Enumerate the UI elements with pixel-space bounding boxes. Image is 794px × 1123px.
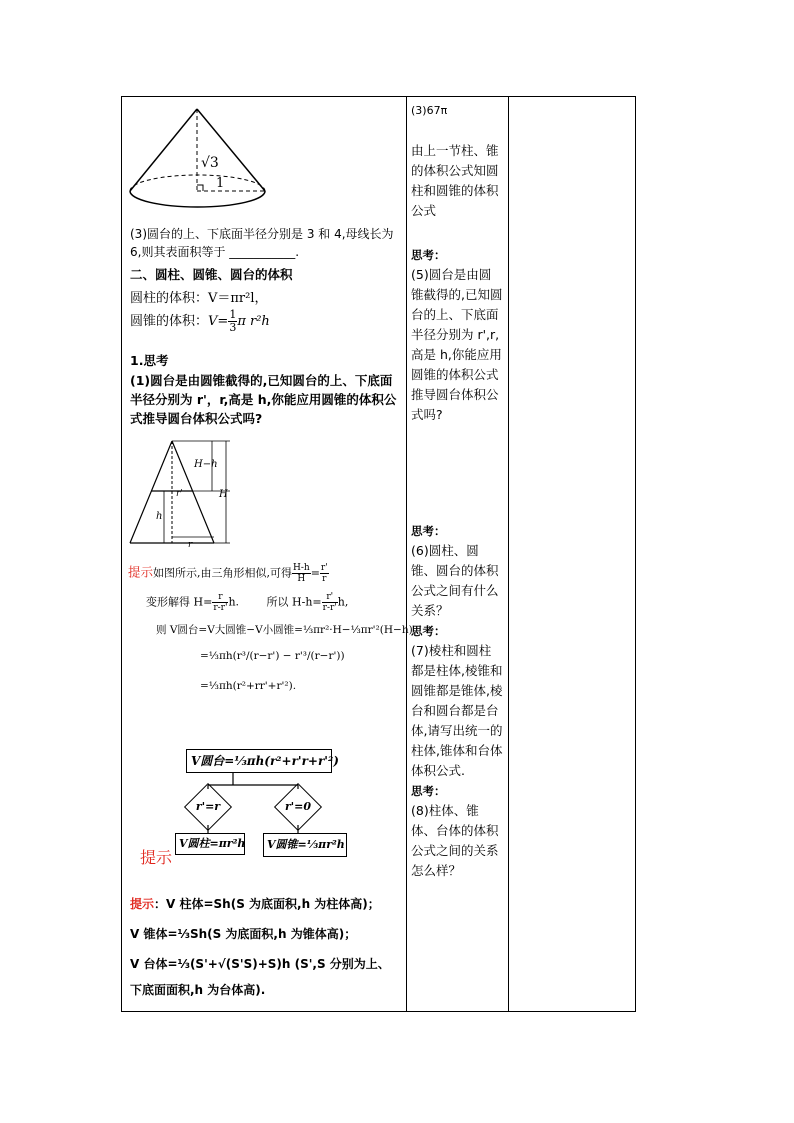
answer-3: (3)67π [411, 104, 448, 117]
frustum-label-H: H [219, 489, 228, 500]
think-title: 1.思考 [130, 353, 169, 368]
think-heading: 思考： [411, 248, 446, 262]
cone-formula-label: 圆锥的体积： [130, 314, 209, 329]
final-hint-line-4: 下底面面积,h 为台体高). [130, 983, 266, 997]
cone-height-label: √3 [201, 155, 219, 171]
final-hint [130, 889, 406, 1001]
volume-relation-diagram [128, 741, 404, 871]
hint-label: 提示 [128, 564, 154, 580]
frac-den: r-r' [322, 603, 337, 613]
frac-num: r' [320, 563, 328, 573]
frac-num: 1 [229, 308, 237, 321]
condition-right: r'=0 [284, 800, 312, 813]
h-fraction [212, 592, 228, 613]
cone-radius-label: 1 [216, 176, 225, 191]
side-question-7: (7)棱柱和圆柱都是柱体,棱锥和圆锥都是锥体,棱台和圆台都是台体,请写出统一的柱体,锥体和台体体积公式. [411, 643, 503, 778]
hh-fraction [322, 592, 338, 613]
frac-num: r [212, 592, 228, 603]
frac-den: r [322, 574, 327, 584]
derivation-line-5: =⅓πh(r²+rr'+r'²). [200, 680, 297, 692]
derivation-text-2d: h, [337, 595, 349, 609]
cone-formula-v: V [208, 314, 218, 329]
ratio-fraction [292, 563, 311, 584]
hint-derivation [128, 563, 413, 693]
final-hint-line-1 [130, 889, 406, 919]
cone-formula-rest: π r²h [237, 314, 270, 329]
derivation-text-2a: 变形解得 H= [146, 595, 213, 609]
frustum-label-h: h [156, 511, 163, 522]
derivation-line-3: 则 V圆台=V大圆锥−V小圆锥=⅓πr²·H−⅓πr'²(H−h) [156, 624, 413, 636]
derivation-line-2 [128, 592, 404, 613]
column-divider [406, 97, 407, 1011]
frustum-label-rprime: r' [176, 489, 183, 499]
think-heading: 思考： [411, 624, 446, 638]
derivation-text-1: 如图所示,由三角形相似,可得 [153, 566, 293, 580]
frustum-figure [128, 439, 248, 551]
ratio-fraction-2 [320, 563, 329, 584]
cylinder-volume-box: V圆柱=πr²h [175, 833, 245, 855]
cone-formula-eq: = [217, 314, 229, 329]
cone-volume-formula [130, 309, 270, 334]
think-heading: 思考： [411, 784, 446, 798]
cylinder-volume-formula: 圆柱的体积：V＝πr²l， [130, 291, 268, 306]
final-hint-text-1: ：V 柱体=Sh(S 为底面积,h 为柱体高)； [154, 897, 380, 911]
section-title: 二、圆柱、圆锥、圆台的体积 [130, 267, 293, 282]
one-third-fraction [228, 309, 237, 334]
think-question-1: (1)圆台是由圆锥截得的,已知圆台的上、下底面半径分别为 r'，r,高是 h,你能应用圆锥的体积公式推导圆台体积公式吗? [130, 373, 397, 426]
derivation-text-2b: h. [228, 595, 240, 609]
side-note: 由上一节柱、锥的体积公式知圆柱和圆锥的体积公式 [411, 143, 499, 218]
question-3: (3)圆台的上、下底面半径分别是 3 和 4,母线长为 6,则其表面积等于 ___________. [130, 227, 394, 259]
frac-num: r' [322, 592, 338, 603]
derivation-text-2c: 所以 H-h= [266, 595, 322, 609]
side-question-5: (5)圆台是由圆锥截得的,已知圆台的上、下底面半径分别为 r',r,高是 h,你能应用圆锥的体积公式推导圆台体积公式吗? [411, 267, 503, 422]
frac-num: H-h [293, 563, 310, 573]
column-divider [508, 97, 509, 1011]
lesson-table [121, 96, 636, 1012]
frustum-label-r: r [188, 540, 193, 550]
frac-den: 3 [229, 321, 237, 334]
teacher-notes-cell [411, 101, 503, 881]
cone-figure [128, 107, 288, 215]
derivation-line-4: =⅓πh(r³/(r−r') − r'³/(r−r')) [200, 650, 345, 662]
frustum-volume-box: V圆台=⅓πh(r²+r'r+r'²) [186, 749, 332, 773]
frac-den: H [297, 574, 306, 584]
frustum-label-Hh: H−h [194, 459, 218, 470]
final-hint-line-2: V 锥体=⅓Sh(S 为底面积,h 为锥体高)； [130, 927, 357, 941]
think-heading: 思考： [411, 524, 446, 538]
final-hint-line-3: V 台体=⅓(S'+√(S'S)+S)h (S',S 分别为上、 [130, 957, 390, 971]
condition-left: r'=r [195, 800, 221, 813]
frac-den: r-r' [213, 603, 228, 613]
side-question-6: (6)圆柱、圆锥、圆台的体积公式之间有什么关系？ [411, 543, 499, 618]
derivation-line-1 [128, 563, 404, 584]
side-question-8: (8)柱体、锥体、台体的体积公式之间的关系怎么样？ [411, 803, 499, 878]
eq-sign: = [310, 566, 320, 580]
hint-label-diagram: 提示 [140, 848, 173, 867]
cone-volume-box: V圆锥=⅓πr²h [263, 833, 347, 857]
hint-label-final: 提示 [130, 897, 155, 911]
